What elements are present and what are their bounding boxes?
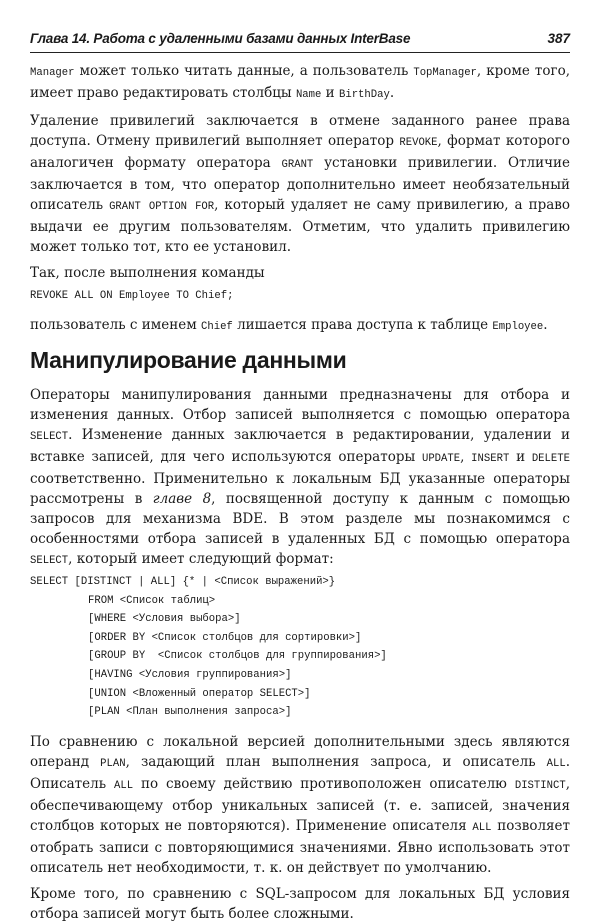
code-term: Manager bbox=[30, 67, 75, 79]
text: , формат которого аналогичен формату оператора bbox=[30, 133, 570, 171]
text: Операторы манипулирования данными предназначены для отбора и изменения данных. Отбор записей выполняется с помощью оператора bbox=[30, 387, 570, 423]
text: установки привилегии. Отличие заключается в том, что оператор дополнительно имеет необязательный описатель bbox=[30, 155, 570, 213]
code-term: DELETE bbox=[531, 453, 570, 465]
code-line-revoke: REVOKE ALL ON Employee TO Chief; bbox=[30, 290, 234, 302]
code-line: FROM <Список таблиц> bbox=[88, 594, 216, 607]
text: , кроме того, имеет право редактировать столбцы bbox=[30, 63, 570, 101]
text: по своему действию противоположен описателю bbox=[133, 775, 515, 792]
code-term: INSERT bbox=[471, 453, 510, 465]
text: Удаление привилегий заключается в отмене заданного ранее права доступа. Отмену привилегий выполняет оператор bbox=[30, 113, 570, 149]
code-term: BirthDay bbox=[338, 89, 390, 101]
paragraph-6 bbox=[30, 732, 570, 878]
text: , bbox=[460, 449, 472, 465]
text: . Изменение данных заключается в редактировании, удалении и вставке записей, для чего используются операторы bbox=[30, 427, 570, 465]
code-term: Employee bbox=[492, 321, 544, 333]
text: , который имеет следующий формат: bbox=[68, 551, 334, 567]
paragraph-7: Кроме того, по сравнению с SQL-запросом для локальных БД условия отбора записей могут быть более сложными. bbox=[30, 885, 570, 922]
code-line: SELECT [DISTINCT | ALL] {* | <Список выражений>} bbox=[30, 576, 336, 588]
text: и bbox=[509, 449, 532, 465]
code-term: ALL bbox=[113, 779, 134, 792]
text: . Описатель bbox=[30, 753, 570, 792]
page-number: 387 bbox=[547, 31, 570, 46]
code-term: GRANT OPTION FOR bbox=[109, 201, 215, 213]
text: , задающий план выполнения запроса, и описатель bbox=[125, 753, 547, 770]
code-term: Chief bbox=[201, 321, 233, 333]
code-line: [GROUP BY <Список столбцов для группирования>] bbox=[88, 650, 387, 663]
paragraph-2 bbox=[30, 111, 570, 257]
code-term: DISTINCT bbox=[514, 779, 566, 792]
text: , который удаляет не саму привилегию, а право выдачи ее другим пользователям. Отметим, что удалить привилегию может только тот, кто ее установил. bbox=[30, 197, 570, 255]
paragraph-3: Так, после выполнения команды bbox=[30, 265, 265, 281]
code-line: [UNION <Вложенный оператор SELECT>] bbox=[88, 687, 311, 700]
page-body bbox=[30, 61, 570, 924]
code-term: TopManager bbox=[413, 67, 477, 79]
text: . bbox=[389, 85, 395, 101]
code-term: SELECT bbox=[30, 555, 69, 567]
code-term: ALL bbox=[546, 757, 566, 770]
text: соответственно. Применительно к локальным БД указанные операторы рассмотрены в bbox=[30, 471, 570, 507]
code-line: [WHERE <Условия выбора>] bbox=[88, 613, 241, 626]
code-term: PLAN bbox=[100, 757, 126, 770]
text: , посвященной доступу к данным с помощью запросов для механизма BDE. В этом разделе мы познакомимся с особенностями отбора записей в удаленных БД с помощью оператора bbox=[30, 491, 570, 547]
paragraph-1 bbox=[30, 61, 570, 105]
running-header bbox=[30, 30, 570, 53]
text: . bbox=[543, 317, 548, 333]
code-term: GRANT bbox=[281, 159, 314, 171]
paragraph-5 bbox=[30, 385, 570, 571]
code-line: [ORDER BY <Список столбцов для сортировки>] bbox=[88, 631, 362, 644]
code-line: [HAVING <Условия группирования>] bbox=[88, 668, 292, 681]
text: позволяет отобрать записи с повторяющимися значениями. Явно использовать этот описатель нет необходимости, т. к. он действует по умолчанию. bbox=[30, 817, 570, 876]
chapter-reference: главе 8 bbox=[152, 491, 212, 507]
code-term: Name bbox=[295, 89, 322, 101]
text: и bbox=[321, 85, 339, 101]
text: лишается права доступа к таблице bbox=[232, 317, 493, 333]
chapter-title: Глава 14. Работа с удаленными базами данных InterBase bbox=[30, 31, 411, 46]
text: пользователь с именем bbox=[30, 317, 201, 333]
code-term: UPDATE bbox=[421, 453, 461, 465]
paragraph-4 bbox=[30, 315, 570, 337]
code-term: REVOKE bbox=[399, 137, 438, 149]
code-line: [PLAN <План выполнения запроса>] bbox=[88, 706, 292, 719]
code-term: ALL bbox=[472, 821, 492, 834]
text: , обеспечивающему отбор уникальных записей (т. е. записей, значения столбцов которых не повторяются). Применение описателя bbox=[30, 775, 570, 834]
text: По сравнению с локальной версией дополнительными здесь являются операнд bbox=[30, 733, 570, 770]
code-term: SELECT bbox=[30, 431, 69, 443]
select-syntax-block bbox=[30, 573, 570, 722]
text: может только читать данные, а пользователь bbox=[74, 63, 414, 79]
section-heading: Манипулирование данными bbox=[30, 347, 347, 373]
